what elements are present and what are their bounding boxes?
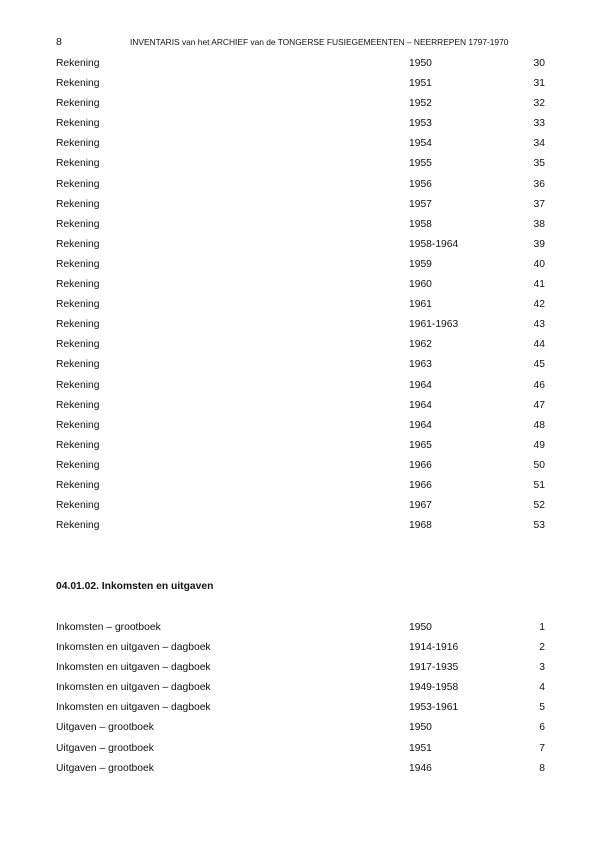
- row-date: 1953: [409, 118, 432, 130]
- row-date: 1966: [409, 479, 432, 491]
- row-inventory-number: 40: [533, 258, 545, 270]
- row-date: 1964: [409, 379, 432, 391]
- row-inventory-number: 44: [533, 339, 545, 351]
- section-heading: 04.01.02. Inkomsten en uitgaven: [56, 581, 214, 592]
- row-date: 1917-1935: [409, 662, 459, 674]
- row-date: 1953-1961: [409, 702, 459, 714]
- row-description: Rekening: [56, 419, 100, 431]
- row-inventory-number: 33: [533, 118, 545, 130]
- table-row: [56, 762, 545, 782]
- table-row: [56, 178, 545, 198]
- row-description: Uitgaven – grootboek: [56, 742, 154, 754]
- row-inventory-number: 52: [533, 500, 545, 512]
- table-row: [56, 358, 545, 378]
- row-inventory-number: 50: [533, 459, 545, 471]
- row-date: 1957: [409, 198, 432, 210]
- row-description: Rekening: [56, 359, 100, 371]
- row-date: 1914-1916: [409, 642, 459, 654]
- row-description: Rekening: [56, 158, 100, 170]
- row-description: Rekening: [56, 500, 100, 512]
- row-description: Rekening: [56, 399, 100, 411]
- row-inventory-number: 37: [533, 198, 545, 210]
- table-row: [56, 57, 545, 77]
- row-date: 1950: [409, 58, 432, 69]
- row-date: 1961-1963: [409, 319, 459, 331]
- row-description: Rekening: [56, 198, 100, 210]
- row-date: 1955: [409, 158, 432, 170]
- table-row: [56, 681, 545, 701]
- table-row: [56, 701, 545, 721]
- row-date: 1962: [409, 339, 432, 351]
- table-row: [56, 137, 545, 157]
- table-row: [56, 499, 545, 519]
- row-description: Uitgaven – grootboek: [56, 762, 154, 774]
- row-description: Inkomsten en uitgaven – dagboek: [56, 662, 211, 674]
- row-description: Rekening: [56, 459, 100, 471]
- row-date: 1952: [409, 98, 432, 110]
- row-description: Rekening: [56, 138, 100, 150]
- row-inventory-number: 49: [533, 439, 545, 451]
- row-description: Rekening: [56, 78, 100, 90]
- row-date: 1949-1958: [409, 682, 459, 694]
- row-description: Rekening: [56, 218, 100, 230]
- row-date: 1958-1964: [409, 238, 459, 250]
- row-inventory-number: 47: [533, 399, 545, 411]
- row-inventory-number: 34: [533, 138, 545, 150]
- row-description: Rekening: [56, 118, 100, 130]
- row-inventory-number: 51: [533, 479, 545, 491]
- row-inventory-number: 6: [539, 722, 545, 734]
- row-date: 1950: [409, 722, 432, 734]
- row-date: 1961: [409, 299, 432, 311]
- row-inventory-number: 35: [533, 158, 545, 170]
- row-date: 1951: [409, 78, 432, 90]
- row-inventory-number: 42: [533, 299, 545, 311]
- row-description: Rekening: [56, 319, 100, 331]
- row-date: 1954: [409, 138, 432, 150]
- row-inventory-number: 30: [533, 58, 545, 69]
- row-description: Inkomsten en uitgaven – dagboek: [56, 642, 211, 654]
- table-row: [56, 721, 545, 741]
- row-inventory-number: 45: [533, 359, 545, 371]
- table-row: [56, 198, 545, 218]
- row-description: Rekening: [56, 339, 100, 351]
- table-row: [56, 621, 545, 641]
- table-row: [56, 399, 545, 419]
- row-date: 1959: [409, 258, 432, 270]
- table-row: [56, 379, 545, 399]
- row-date: 1968: [409, 520, 432, 532]
- table-row: [56, 318, 545, 338]
- row-inventory-number: 32: [533, 98, 545, 110]
- row-date: 1966: [409, 459, 432, 471]
- row-inventory-number: 3: [539, 662, 545, 674]
- row-date: 1951: [409, 742, 432, 754]
- table-row: [56, 157, 545, 177]
- row-date: 1965: [409, 439, 432, 451]
- row-description: Rekening: [56, 439, 100, 451]
- row-inventory-number: 48: [533, 419, 545, 431]
- table-row: [56, 298, 545, 318]
- row-date: 1967: [409, 500, 432, 512]
- row-inventory-number: 46: [533, 379, 545, 391]
- row-description: Rekening: [56, 279, 100, 291]
- row-description: Rekening: [56, 98, 100, 110]
- row-inventory-number: 4: [539, 682, 545, 694]
- table-row: [56, 77, 545, 97]
- row-description: Inkomsten en uitgaven – dagboek: [56, 682, 211, 694]
- row-description: Rekening: [56, 258, 100, 270]
- row-inventory-number: 38: [533, 218, 545, 230]
- row-inventory-number: 8: [539, 762, 545, 774]
- row-description: Rekening: [56, 58, 100, 69]
- table-row: [56, 258, 545, 278]
- row-description: Uitgaven – grootboek: [56, 722, 154, 734]
- row-inventory-number: 36: [533, 178, 545, 190]
- table-row: [56, 641, 545, 661]
- table-row: [56, 419, 545, 439]
- row-date: 1946: [409, 762, 432, 774]
- row-description: Rekening: [56, 238, 100, 250]
- row-inventory-number: 31: [533, 78, 545, 90]
- row-date: 1958: [409, 218, 432, 230]
- row-description: Rekening: [56, 520, 100, 532]
- table-row: [56, 661, 545, 681]
- row-date: 1964: [409, 399, 432, 411]
- table-row: [56, 218, 545, 238]
- row-date: 1960: [409, 279, 432, 291]
- table-row: [56, 97, 545, 117]
- table-row: [56, 117, 545, 137]
- row-description: Inkomsten en uitgaven – dagboek: [56, 702, 211, 714]
- row-description: Rekening: [56, 379, 100, 391]
- table-row: [56, 479, 545, 499]
- row-inventory-number: 53: [533, 520, 545, 532]
- running-header-title: INVENTARIS van het ARCHIEF van de TONGERSE FUSIEGEMEENTEN – NEERREPEN 1797-1970: [130, 37, 509, 47]
- row-inventory-number: 39: [533, 238, 545, 250]
- table-row: [56, 238, 545, 258]
- row-inventory-number: 41: [533, 279, 545, 291]
- inventory-table-rekeningen: [56, 57, 545, 539]
- table-row: [56, 338, 545, 358]
- page-number: 8: [56, 36, 62, 48]
- row-description: Rekening: [56, 479, 100, 491]
- row-inventory-number: 7: [539, 742, 545, 754]
- row-date: 1950: [409, 622, 432, 633]
- table-row: [56, 742, 545, 762]
- table-row: [56, 519, 545, 539]
- row-date: 1963: [409, 359, 432, 371]
- row-description: Rekening: [56, 299, 100, 311]
- inventory-table-inkomsten-uitgaven: [56, 621, 545, 782]
- row-inventory-number: 1: [539, 622, 545, 633]
- row-inventory-number: 43: [533, 319, 545, 331]
- table-row: [56, 278, 545, 298]
- row-description: Inkomsten – grootboek: [56, 622, 161, 633]
- row-date: 1964: [409, 419, 432, 431]
- row-date: 1956: [409, 178, 432, 190]
- table-row: [56, 439, 545, 459]
- row-inventory-number: 2: [539, 642, 545, 654]
- row-description: Rekening: [56, 178, 100, 190]
- table-row: [56, 459, 545, 479]
- row-inventory-number: 5: [539, 702, 545, 714]
